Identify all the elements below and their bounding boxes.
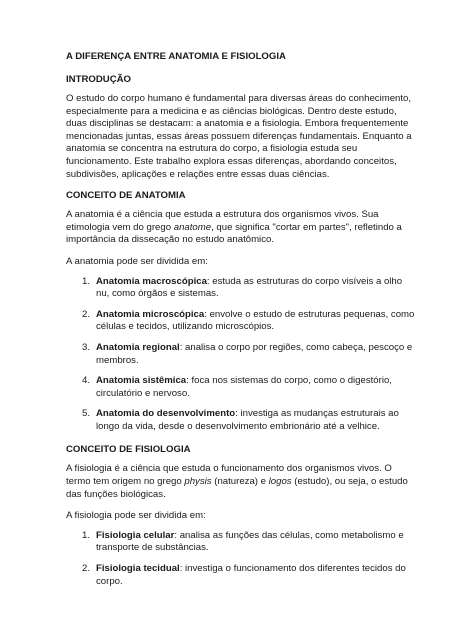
anatomy-definition-term: anatome: [173, 221, 212, 233]
physiology-division-list: [66, 530, 416, 588]
list-term: Anatomia do desenvolvimento: [96, 408, 236, 420]
list-item: [66, 563, 416, 588]
list-item: [66, 408, 416, 433]
list-term: Anatomia microscópica: [96, 308, 205, 320]
anatomy-division-list: [66, 276, 416, 434]
list-item: [66, 375, 416, 400]
anatomy-heading: CONCEITO DE ANATOMIA: [66, 190, 186, 202]
anatomy-division-intro: A anatomia pode ser dividida em:: [66, 255, 208, 267]
physiology-definition-term1: physis: [184, 476, 212, 488]
list-number: 1.: [82, 275, 91, 287]
list-description: : investiga as mudanças estruturais ao longo da vida, desde o desenvolvimento embrionário até a velhice.: [96, 408, 399, 432]
physiology-heading: CONCEITO DE FISIOLOGIA: [66, 444, 191, 456]
intro-heading: INTRODUÇÃO: [66, 74, 132, 85]
list-term: Anatomia regional: [96, 341, 180, 353]
physiology-definition-term2: logos: [268, 476, 292, 488]
list-description: : analisa as funções das células, como metabolismo e transporte de substâncias.: [96, 529, 404, 554]
list-description: : estuda as estruturas do corpo visíveis a olho nu, como órgãos e sistemas.: [96, 275, 403, 300]
list-term: Fisiologia tecidual: [96, 563, 180, 575]
anatomy-definition-part1: A anatomia é a ciência que estuda a estrutura dos organismos vivos. Sua etimologia vem do grego: [66, 209, 379, 233]
list-number: 5.: [82, 408, 91, 420]
physiology-definition-part1: A fisiologia é a ciência que estuda o funcionamento dos organismos vivos. O termo tem origem no grego: [66, 463, 392, 488]
list-number: 4.: [82, 375, 91, 387]
list-term: Fisiologia celular: [96, 529, 175, 541]
list-number: 2.: [82, 308, 91, 320]
intro-paragraph: O estudo do corpo humano é fundamental para diversas áreas do conhecimento, especialmente para a medicina e as ciências biológicas. Dentro deste estudo, duas disciplinas se destacam: a anatomia e a fisiologia. Embora frequentemente mencionadas juntas, essas áreas possuem diferenças fundamentais. Enquanto a anatomia se concentra na estrutura do corpo, a fisiologia estuda seu funcionamento. Este trabalho explora essas diferenças, abordando conceitos, subdivisões, aplicações e relações entre essas duas ciências.: [66, 93, 412, 180]
anatomy-definition: [66, 209, 416, 247]
document-content: [66, 51, 416, 599]
list-item: [66, 342, 416, 367]
physiology-definition-part3: (estudo), ou seja, o estudo das funções biológicas.: [66, 476, 408, 500]
list-item: [66, 309, 416, 334]
physiology-definition: [66, 463, 416, 501]
physiology-division-intro: A fisiologia pode ser dividida em:: [66, 510, 206, 522]
list-description: : investiga o funcionamento dos diferentes tecidos do corpo.: [96, 563, 406, 587]
list-description: : analisa o corpo por regiões, como cabeça, pescoço e membros.: [96, 341, 413, 366]
list-number: 3.: [82, 341, 91, 353]
list-item: [66, 276, 416, 301]
physiology-definition-part2: (natureza) e: [211, 476, 269, 488]
list-number: 2.: [82, 563, 91, 575]
list-item: [66, 530, 416, 555]
anatomy-definition-part2: , que significa "cortar em partes", refletindo a importância da dissecação no estudo anatômico.: [66, 221, 402, 246]
list-description: : foca nos sistemas do corpo, como o digestório, circulatório e nervoso.: [96, 375, 392, 399]
document-title: A DIFERENÇA ENTRE ANATOMIA E FISIOLOGIA: [66, 51, 286, 62]
list-term: Anatomia macroscópica: [96, 275, 207, 287]
list-term: Anatomia sistêmica: [96, 375, 187, 387]
list-description: : envolve o estudo de estruturas pequenas, como células e tecidos, utilizando microscópios.: [96, 308, 415, 333]
list-number: 1.: [82, 529, 91, 541]
